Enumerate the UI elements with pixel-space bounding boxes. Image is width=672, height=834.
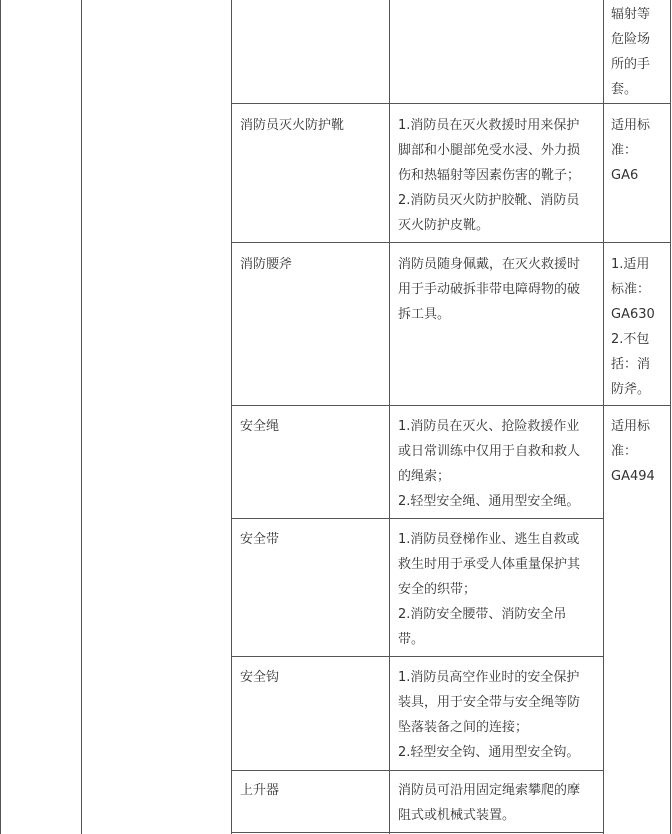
note-line: 防斧。 bbox=[611, 382, 651, 397]
item-desc-cell bbox=[398, 113, 601, 238]
note-line: 适用标 bbox=[611, 419, 651, 434]
desc-line: 伤和热辐射等因素伤害的靴子； bbox=[398, 168, 581, 183]
desc-line: 阻式或机械式装置。 bbox=[398, 808, 516, 823]
item-name-cell bbox=[240, 113, 344, 138]
desc-line: 坠落装备之间的连接； bbox=[398, 720, 529, 735]
note-line: 适用标 bbox=[611, 118, 651, 133]
item-name-cell bbox=[240, 252, 292, 277]
item-desc-cell bbox=[398, 252, 601, 327]
note-line: 所的手 bbox=[611, 57, 651, 72]
desc-line: 消防员可沿用固定绳索攀爬的摩 bbox=[398, 783, 581, 798]
item-name-cell bbox=[240, 527, 279, 552]
row-divider bbox=[231, 242, 671, 243]
table-col-divider bbox=[389, 0, 390, 834]
item-name: 上升器 bbox=[240, 783, 280, 798]
table-col-divider bbox=[231, 0, 232, 834]
item-name: 消防腰斧 bbox=[240, 257, 293, 272]
item-note-cell bbox=[611, 113, 667, 188]
row-divider bbox=[231, 405, 671, 406]
note-line: 准： bbox=[611, 444, 638, 459]
item-desc-cell bbox=[398, 665, 601, 765]
note-line: 危险场 bbox=[611, 32, 651, 47]
desc-line: 1.消防员在灭火救援时用来保护 bbox=[398, 118, 580, 133]
desc-line: 带。 bbox=[398, 632, 425, 647]
table-col-divider bbox=[603, 0, 604, 834]
desc-line: 消防员随身佩戴，在灭火救援时 bbox=[398, 257, 581, 272]
item-note-cell bbox=[611, 414, 669, 489]
desc-line: 拆工具。 bbox=[398, 307, 451, 322]
item-desc-cell bbox=[398, 414, 601, 514]
desc-line: 或日常训练中仅用于自救和救人 bbox=[398, 444, 581, 459]
desc-line: 灭火防护皮靴。 bbox=[398, 218, 490, 233]
desc-line: 1.消防员在灭火、抢险救援作业 bbox=[398, 419, 580, 434]
desc-line: 脚部和小腿部免受水浸、外力损 bbox=[398, 143, 581, 158]
note-line: 辐射等 bbox=[611, 7, 651, 22]
item-desc-cell bbox=[398, 527, 601, 652]
table-border-right bbox=[670, 0, 671, 834]
desc-line: 1.消防员高空作业时的安全保护 bbox=[398, 670, 580, 685]
item-name: 安全带 bbox=[240, 532, 280, 547]
item-desc-cell bbox=[398, 778, 601, 828]
item-name-cell bbox=[240, 778, 279, 803]
desc-line: 装具，用于安全带与安全绳等防 bbox=[398, 695, 581, 710]
row-divider bbox=[231, 770, 604, 771]
item-name-cell bbox=[240, 414, 279, 439]
note-line: GA6 bbox=[611, 168, 639, 183]
item-name: 安全钩 bbox=[240, 670, 280, 685]
note-line: GA494 bbox=[611, 469, 655, 484]
desc-line: 2.消防员灭火防护胶靴、消防员 bbox=[398, 193, 580, 208]
item-note-cell bbox=[611, 252, 669, 402]
desc-line: 用于手动破拆非带电障碍物的破 bbox=[398, 282, 581, 297]
note-cell-continued bbox=[611, 2, 667, 102]
desc-line: 的绳索； bbox=[398, 469, 451, 484]
desc-line: 2.消防安全腰带、消防安全吊 bbox=[398, 607, 567, 622]
item-name: 消防员灭火防护靴 bbox=[240, 118, 345, 133]
row-divider bbox=[231, 103, 671, 104]
row-divider bbox=[231, 656, 604, 657]
item-name: 安全绳 bbox=[240, 419, 280, 434]
desc-line: 2.轻型安全钩、通用型安全钩。 bbox=[398, 745, 580, 760]
row-divider bbox=[231, 518, 604, 519]
note-line: 标准： bbox=[611, 282, 651, 297]
table-border-left bbox=[0, 0, 1, 834]
desc-line: 1.消防员登梯作业、逃生自救或 bbox=[398, 532, 580, 547]
item-name-cell bbox=[240, 665, 279, 690]
note-line: 括：消 bbox=[611, 357, 651, 372]
row-divider bbox=[231, 832, 604, 833]
desc-line: 2.轻型安全绳、通用型安全绳。 bbox=[398, 494, 580, 509]
note-line: 准： bbox=[611, 143, 638, 158]
table-col-divider bbox=[81, 0, 82, 834]
desc-line: 救生时用于承受人体重量保护其 bbox=[398, 557, 581, 572]
note-line: GA630 bbox=[611, 307, 655, 322]
note-line: 1.适用 bbox=[611, 257, 650, 272]
note-line: 2.不包 bbox=[611, 332, 650, 347]
note-line: 套。 bbox=[611, 82, 638, 97]
desc-line: 安全的织带； bbox=[398, 582, 477, 597]
